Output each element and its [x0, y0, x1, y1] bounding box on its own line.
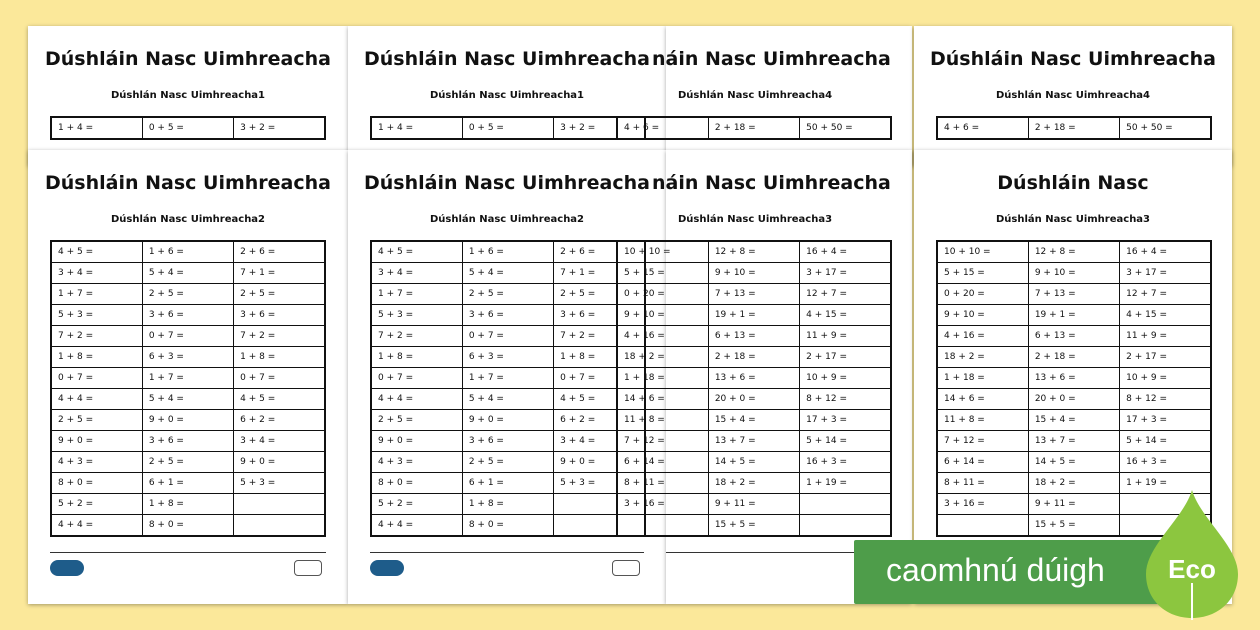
sum-cell — [800, 515, 891, 537]
table-row — [617, 263, 891, 284]
sum-cell: 3 + 6 = — [462, 305, 553, 326]
table-row — [617, 326, 891, 347]
table-row — [51, 431, 325, 452]
worksheet-subtitle: Dúshlán Nasc Uimhreacha4 — [678, 90, 833, 101]
table-row — [937, 431, 1211, 452]
sum-cell: 16 + 4 = — [800, 241, 891, 263]
sum-cell: 6 + 13 = — [1028, 326, 1119, 347]
sum-cell: 4 + 4 = — [51, 389, 142, 410]
sum-cell: 0 + 7 = — [234, 368, 325, 389]
sum-cell: 13 + 6 = — [1028, 368, 1119, 389]
sum-cell: 4 + 15 = — [1120, 305, 1211, 326]
sum-cell: 7 + 1 = — [234, 263, 325, 284]
table-row — [371, 389, 645, 410]
sum-cell: 17 + 3 = — [1120, 410, 1211, 431]
sum-cell: 1 + 7 = — [51, 284, 142, 305]
sum-cell: 4 + 16 = — [937, 326, 1028, 347]
sum-cell: 8 + 11 = — [617, 473, 708, 494]
sum-cell: 2 + 5 = — [51, 410, 142, 431]
worksheet-title: Dúshláin Nasc Uimhreacha — [45, 48, 331, 70]
sum-cell: 3 + 4 = — [554, 431, 645, 452]
sum-cell: 5 + 2 = — [51, 494, 142, 515]
table-row — [617, 431, 891, 452]
table-row — [51, 347, 325, 368]
sum-cell: 11 + 8 = — [937, 410, 1028, 431]
table-row — [51, 452, 325, 473]
table-row — [937, 452, 1211, 473]
sum-cell: 18 + 2 = — [937, 347, 1028, 368]
sum-cell: 16 + 4 = — [1120, 241, 1211, 263]
table-row — [51, 515, 325, 537]
sum-cell: 0 + 7 = — [371, 368, 462, 389]
twinkl-logo — [50, 560, 84, 576]
sum-grid — [936, 116, 1212, 140]
sum-cell: 9 + 11 = — [708, 494, 799, 515]
sum-cell — [937, 515, 1028, 537]
eco-badge: Eco — [1168, 554, 1216, 584]
sum-cell: 1 + 18 = — [937, 368, 1028, 389]
sum-cell: 5 + 4 = — [462, 389, 553, 410]
sum-cell: 3 + 6 = — [554, 305, 645, 326]
sum-cell: 0 + 7 = — [554, 368, 645, 389]
sum-cell: 5 + 3 = — [234, 473, 325, 494]
sum-cell: 3 + 17 = — [1120, 263, 1211, 284]
table-row — [371, 494, 645, 515]
sum-cell: 0 + 20 = — [617, 284, 708, 305]
worksheet-sheet-2a — [28, 150, 348, 604]
sum-cell: 5 + 15 = — [937, 263, 1028, 284]
table-row — [617, 284, 891, 305]
eco-logo — [612, 560, 640, 576]
sum-cell: 11 + 9 = — [800, 326, 891, 347]
table-row — [371, 241, 645, 263]
sum-cell: 2 + 5 = — [462, 452, 553, 473]
worksheet-preview-3 — [624, 26, 912, 166]
sum-cell: 9 + 0 = — [234, 452, 325, 473]
sum-cell: 4 + 4 = — [371, 515, 462, 537]
table-row — [937, 389, 1211, 410]
sum-cell: 2 + 17 = — [800, 347, 891, 368]
table-row — [937, 305, 1211, 326]
sum-cell: 6 + 1 = — [142, 473, 233, 494]
sum-cell: 7 + 1 = — [554, 263, 645, 284]
sum-cell: 7 + 2 = — [234, 326, 325, 347]
sum-cell: 8 + 12 = — [1120, 389, 1211, 410]
table-row — [937, 347, 1211, 368]
sum-cell: 9 + 0 = — [51, 431, 142, 452]
table-row — [371, 368, 645, 389]
sum-cell: 1 + 6 = — [462, 241, 553, 263]
sum-cell: 19 + 1 = — [1028, 305, 1119, 326]
sum-cell: 0 + 7 = — [142, 326, 233, 347]
sum-cell: 6 + 2 = — [234, 410, 325, 431]
table-row — [617, 410, 891, 431]
table-row — [617, 389, 891, 410]
sum-cell: 9 + 10 = — [708, 263, 799, 284]
sum-cell: 3 + 4 = — [234, 431, 325, 452]
sum-cell: 10 + 9 = — [1120, 368, 1211, 389]
sum-cell: 12 + 7 = — [1120, 284, 1211, 305]
sum-cell: 6 + 14 = — [617, 452, 708, 473]
sum-cell: 1 + 8 = — [554, 347, 645, 368]
sum-cell: 6 + 2 = — [554, 410, 645, 431]
table-row — [937, 263, 1211, 284]
sum-cell: 9 + 10 = — [1028, 263, 1119, 284]
sum-cell: 8 + 0 = — [371, 473, 462, 494]
worksheet-title: Dúshláin Nasc Uimhreacha — [45, 172, 331, 194]
table-row — [51, 263, 325, 284]
worksheet-subtitle: Dúshlán Nasc Uimhreacha1 — [429, 90, 585, 101]
sum-cell: 4 + 15 = — [800, 305, 891, 326]
sum-cell: 9 + 10 = — [617, 305, 708, 326]
sum-cell: 3 + 16 = — [937, 494, 1028, 515]
sum-cell: 7 + 2 = — [51, 326, 142, 347]
sum-cell: 13 + 7 = — [1028, 431, 1119, 452]
sum-cell: 12 + 8 = — [708, 241, 799, 263]
sum-cell — [617, 515, 708, 537]
table-row — [51, 389, 325, 410]
footer-divider — [50, 552, 326, 553]
table-row — [937, 368, 1211, 389]
sum-cell: 4 + 4 = — [371, 389, 462, 410]
sum-cell: 7 + 12 = — [617, 431, 708, 452]
sum-cell: 2 + 5 = — [462, 284, 553, 305]
sum-cell: 2 + 5 = — [142, 284, 233, 305]
worksheet-preview-4 — [914, 26, 1232, 166]
sum-cell: 1 + 19 = — [1120, 473, 1211, 494]
sum-cell: 7 + 2 = — [554, 326, 645, 347]
sum-cell: 3 + 17 = — [800, 263, 891, 284]
table-row — [371, 347, 645, 368]
sum-cell: 1 + 18 = — [617, 368, 708, 389]
sum-cell: 5 + 4 = — [462, 263, 553, 284]
sum-cell: 0 + 7 = — [462, 326, 553, 347]
table-row — [937, 326, 1211, 347]
sum-cell: 18 + 2 = — [617, 347, 708, 368]
worksheet-preview-1 — [28, 26, 348, 166]
table-row — [51, 494, 325, 515]
sum-cell: 2 + 5 = — [554, 284, 645, 305]
table-row — [617, 494, 891, 515]
sum-cell: 4 + 5 = — [51, 241, 142, 263]
table-row — [937, 284, 1211, 305]
sum-cell: 4 + 5 = — [371, 241, 462, 263]
sum-cell: 1 + 7 = — [142, 368, 233, 389]
sum-cell: 12 + 8 = — [1028, 241, 1119, 263]
sum-cell: 14 + 6 = — [617, 389, 708, 410]
sum-cell: 1 + 8 = — [462, 494, 553, 515]
sum-cell: 1 + 8 = — [142, 494, 233, 515]
table-row — [51, 368, 325, 389]
sum-cell: 2 + 18 = — [1028, 347, 1119, 368]
sum-cell: 7 + 13 = — [1028, 284, 1119, 305]
worksheet-subtitle: Dúshlán Nasc Uimhreacha1 — [110, 90, 266, 101]
sum-cell: 14 + 5 = — [708, 452, 799, 473]
sum-cell: 6 + 14 = — [937, 452, 1028, 473]
sum-cell: 10 + 10 = — [617, 241, 708, 263]
sum-cell: 1 + 19 = — [800, 473, 891, 494]
sum-cell: 4 + 4 = — [51, 515, 142, 537]
sum-cell: 2 + 6 = — [234, 241, 325, 263]
sum-cell: 8 + 12 = — [800, 389, 891, 410]
sum-cell — [234, 494, 325, 515]
sum-cell: 12 + 7 = — [800, 284, 891, 305]
sum-grid — [616, 116, 892, 140]
table-row — [371, 305, 645, 326]
table-row — [371, 515, 645, 537]
table-row — [617, 368, 891, 389]
sum-cell: 2 + 17 = — [1120, 347, 1211, 368]
sum-cell: 4 + 5 = — [234, 389, 325, 410]
table-row — [371, 410, 645, 431]
sum-cell: 14 + 6 = — [937, 389, 1028, 410]
table-row: 4 + 6 = 2 + 18 = 50 + 50 = — [617, 117, 891, 139]
sum-cell: 5 + 3 = — [371, 305, 462, 326]
sum-cell: 1 + 6 = — [142, 241, 233, 263]
eco-logo — [294, 560, 322, 576]
sum-grid — [370, 116, 646, 140]
sum-cell: 13 + 6 = — [708, 368, 799, 389]
worksheet-preview-2 — [348, 26, 666, 166]
sum-cell — [234, 515, 325, 537]
table-row — [617, 347, 891, 368]
sum-cell: 10 + 9 = — [800, 368, 891, 389]
table-row — [51, 473, 325, 494]
sum-cell: 6 + 3 = — [462, 347, 553, 368]
sum-cell: 3 + 4 = — [371, 263, 462, 284]
sum-cell: 7 + 2 = — [371, 326, 462, 347]
worksheet-subtitle: Dúshlán Nasc Uimhreacha3 — [678, 214, 833, 225]
table-row — [617, 515, 891, 537]
sum-cell: 5 + 14 = — [1120, 431, 1211, 452]
sum-cell: 2 + 6 = — [554, 241, 645, 263]
table-row: 4 + 6 = 2 + 18 = 50 + 50 = — [937, 117, 1211, 139]
sum-cell: 3 + 6 = — [462, 431, 553, 452]
table-row — [371, 263, 645, 284]
table-row — [617, 473, 891, 494]
sum-cell: 10 + 10 = — [937, 241, 1028, 263]
worksheet-title: Dúshláin Nasc Uimhreacha — [930, 48, 1216, 70]
sum-cell: 8 + 0 = — [51, 473, 142, 494]
table-row — [937, 241, 1211, 263]
table-row — [371, 473, 645, 494]
table-row: 1 + 4 = 0 + 5 = 3 + 2 = — [51, 117, 325, 139]
sum-cell: 2 + 5 = — [371, 410, 462, 431]
table-row — [617, 452, 891, 473]
footer-divider — [370, 552, 644, 553]
table-row — [371, 326, 645, 347]
worksheet-title: Dúshláin Nasc — [997, 172, 1149, 194]
eco-banner-label: caomhnú dúigh — [886, 552, 1105, 588]
sum-cell: 1 + 7 = — [462, 368, 553, 389]
sum-cell: 9 + 0 = — [371, 431, 462, 452]
table-row — [371, 452, 645, 473]
sum-cell: 3 + 6 = — [142, 305, 233, 326]
sum-cell: 3 + 6 = — [234, 305, 325, 326]
sum-cell: 20 + 0 = — [1028, 389, 1119, 410]
leaf-icon — [1142, 488, 1242, 620]
sum-cell: 3 + 6 = — [142, 431, 233, 452]
sum-cell: 15 + 5 = — [1028, 515, 1119, 537]
sum-cell: 16 + 3 = — [1120, 452, 1211, 473]
sum-cell: 4 + 3 = — [51, 452, 142, 473]
sum-cell: 0 + 20 = — [937, 284, 1028, 305]
sum-cell: 5 + 15 = — [617, 263, 708, 284]
worksheet-title-clipped: náin Nasc Uimhreacha — [652, 48, 891, 70]
sum-cell: 17 + 3 = — [800, 410, 891, 431]
table-row — [51, 410, 325, 431]
sum-cell: 15 + 4 = — [1028, 410, 1119, 431]
table-row — [617, 305, 891, 326]
table-row — [937, 410, 1211, 431]
sum-cell: 15 + 5 = — [708, 515, 799, 537]
sum-cell: 7 + 12 = — [937, 431, 1028, 452]
sum-cell: 11 + 9 = — [1120, 326, 1211, 347]
sum-cell: 8 + 0 = — [462, 515, 553, 537]
sum-cell: 4 + 5 = — [554, 389, 645, 410]
sum-cell: 18 + 2 = — [1028, 473, 1119, 494]
sum-cell: 20 + 0 = — [708, 389, 799, 410]
worksheet-title: Dúshláin Nasc Uimhreacha — [364, 172, 650, 194]
sum-cell: 2 + 18 = — [708, 347, 799, 368]
sum-cell: 1 + 8 = — [371, 347, 462, 368]
sum-cell: 6 + 13 = — [708, 326, 799, 347]
sum-cell: 8 + 0 = — [142, 515, 233, 537]
sum-cell: 1 + 8 = — [51, 347, 142, 368]
sum-cell: 9 + 0 = — [142, 410, 233, 431]
sum-cell: 16 + 3 = — [800, 452, 891, 473]
sum-cell: 5 + 14 = — [800, 431, 891, 452]
table-row — [51, 241, 325, 263]
sum-cell: 6 + 3 = — [142, 347, 233, 368]
table-row — [617, 241, 891, 263]
sum-cell: 3 + 4 = — [51, 263, 142, 284]
sum-cell: 19 + 1 = — [708, 305, 799, 326]
sum-cell: 5 + 4 = — [142, 389, 233, 410]
table-row — [51, 305, 325, 326]
table-row — [51, 326, 325, 347]
table-row: 1 + 4 = 0 + 5 = 3 + 2 = — [371, 117, 645, 139]
worksheet-subtitle: Dúshlán Nasc Uimhreacha3 — [995, 214, 1151, 225]
worksheet-subtitle: Dúshlán Nasc Uimhreacha2 — [429, 214, 585, 225]
sum-cell: 15 + 4 = — [708, 410, 799, 431]
sum-cell: 9 + 10 = — [937, 305, 1028, 326]
table-row — [51, 284, 325, 305]
sum-grid — [50, 240, 326, 537]
sum-cell: 4 + 3 = — [371, 452, 462, 473]
sum-cell: 0 + 7 = — [51, 368, 142, 389]
sum-cell: 5 + 3 = — [554, 473, 645, 494]
sum-grid — [50, 116, 326, 140]
sum-cell: 9 + 0 = — [462, 410, 553, 431]
sum-cell: 5 + 2 = — [371, 494, 462, 515]
sum-cell: 8 + 11 = — [937, 473, 1028, 494]
sum-cell: 2 + 5 = — [234, 284, 325, 305]
worksheet-title-clipped: náin Nasc Uimhreacha — [652, 172, 891, 194]
table-row — [371, 284, 645, 305]
worksheet-sheet-3a — [624, 150, 912, 604]
worksheet-subtitle: Dúshlán Nasc Uimhreacha4 — [995, 90, 1151, 101]
sum-grid — [370, 240, 646, 537]
sum-cell: 7 + 13 = — [708, 284, 799, 305]
sum-cell: 5 + 4 = — [142, 263, 233, 284]
table-row — [371, 431, 645, 452]
worksheet-subtitle: Dúshlán Nasc Uimhreacha2 — [110, 214, 266, 225]
worksheet-title: Dúshláin Nasc Uimhreacha — [364, 48, 650, 70]
sum-cell: 18 + 2 = — [708, 473, 799, 494]
sum-cell — [800, 494, 891, 515]
sum-cell: 1 + 8 = — [234, 347, 325, 368]
sum-cell: 9 + 0 = — [554, 452, 645, 473]
sum-cell: 3 + 16 = — [617, 494, 708, 515]
sum-cell: 11 + 8 = — [617, 410, 708, 431]
sum-cell: 5 + 3 = — [51, 305, 142, 326]
sum-cell: 1 + 7 = — [371, 284, 462, 305]
sum-cell: 13 + 7 = — [708, 431, 799, 452]
sum-cell: 14 + 5 = — [1028, 452, 1119, 473]
sum-cell: 6 + 1 = — [462, 473, 553, 494]
twinkl-logo — [370, 560, 404, 576]
sum-cell: 4 + 16 = — [617, 326, 708, 347]
sum-cell: 2 + 5 = — [142, 452, 233, 473]
sum-grid — [616, 240, 892, 537]
sum-cell: 9 + 11 = — [1028, 494, 1119, 515]
